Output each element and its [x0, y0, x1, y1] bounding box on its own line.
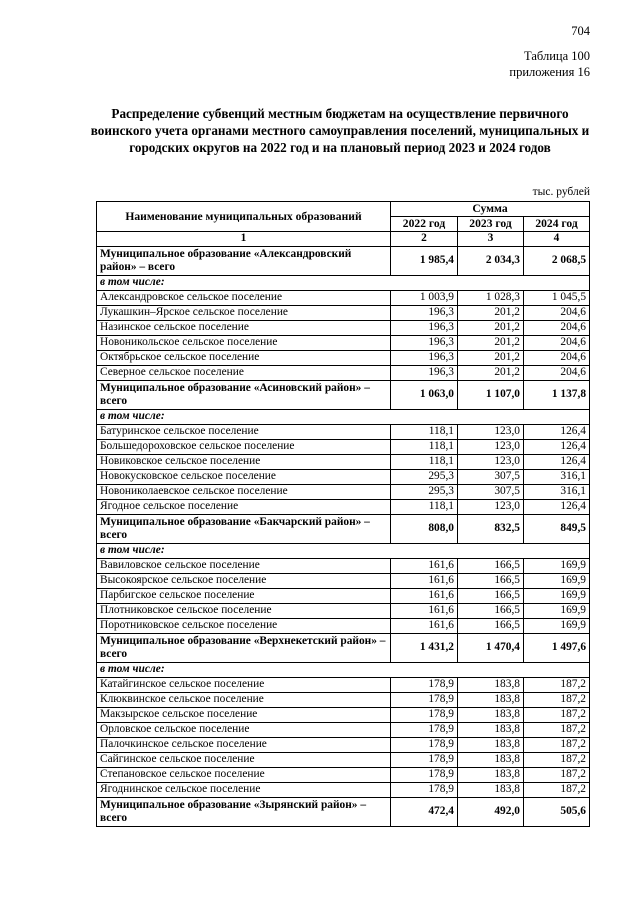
row-value-2024: 187,2: [524, 783, 590, 798]
row-value-2023: 166,5: [458, 574, 524, 589]
row-value-2024: 849,5: [524, 515, 590, 544]
page-number: 704: [571, 24, 590, 38]
row-name: Новониколаевское сельское поселение: [97, 485, 391, 500]
table-reference: [509, 48, 590, 80]
header-year-2022: 2022 год: [391, 217, 458, 232]
row-value-2023: 183,8: [458, 738, 524, 753]
row-value-2022: 196,3: [391, 366, 458, 381]
table-row-including: [97, 663, 590, 678]
table-row: [97, 753, 590, 768]
table-ref-line1: Таблица 100: [524, 49, 590, 63]
row-value-2022: 295,3: [391, 470, 458, 485]
row-value-2023: 123,0: [458, 500, 524, 515]
row-name: Муниципальное образование «Верхнекетский район» – всего: [97, 634, 391, 663]
row-name: Муниципальное образование «Александровский район» – всего: [97, 247, 391, 276]
table-row-including: [97, 276, 590, 291]
table-row: [97, 485, 590, 500]
table-row: [97, 783, 590, 798]
row-value-2023: 183,8: [458, 723, 524, 738]
row-value-2023: 166,5: [458, 604, 524, 619]
row-name: Муниципальное образование «Зырянский район» – всего: [97, 798, 391, 827]
row-value-2024: 1 045,5: [524, 291, 590, 306]
table-row: [97, 470, 590, 485]
row-name: Муниципальное образование «Асиновский район» – всего: [97, 381, 391, 410]
table-row: [97, 500, 590, 515]
row-value-2023: 183,8: [458, 783, 524, 798]
row-value-2022: 118,1: [391, 425, 458, 440]
row-value-2023: 201,2: [458, 336, 524, 351]
row-name: Макзырское сельское поселение: [97, 708, 391, 723]
row-value-2022: 472,4: [391, 798, 458, 827]
row-value-2023: 183,8: [458, 753, 524, 768]
row-value-2022: 196,3: [391, 306, 458, 321]
row-name: Лукашкин–Ярское сельское поселение: [97, 306, 391, 321]
table-body: [97, 247, 590, 827]
row-value-2023: 307,5: [458, 485, 524, 500]
row-value-2022: 161,6: [391, 619, 458, 634]
row-value-2023: 183,8: [458, 708, 524, 723]
row-name: Клюквинское сельское поселение: [97, 693, 391, 708]
row-name: Сайгинское сельское поселение: [97, 753, 391, 768]
row-value-2023: 123,0: [458, 440, 524, 455]
row-value-2023: 201,2: [458, 321, 524, 336]
row-value-2023: 832,5: [458, 515, 524, 544]
table-row: [97, 678, 590, 693]
row-value-2023: 307,5: [458, 470, 524, 485]
row-value-2024: 187,2: [524, 768, 590, 783]
table-row-total: [97, 798, 590, 827]
row-value-2024: 126,4: [524, 425, 590, 440]
row-value-2022: 161,6: [391, 589, 458, 604]
row-value-2024: 169,9: [524, 559, 590, 574]
row-value-2024: 204,6: [524, 336, 590, 351]
row-value-2024: 316,1: [524, 485, 590, 500]
row-value-2022: 118,1: [391, 455, 458, 470]
row-name: Парбигское сельское поселение: [97, 589, 391, 604]
row-value-2022: 161,6: [391, 559, 458, 574]
col-number-4: 4: [524, 232, 590, 247]
table-row-including: [97, 410, 590, 425]
document-title: Распределение субвенций местным бюджетам на осуществление первичного воинского учета органами местного самоуправления поселений, муниципальных и городских округов на 2022 год и на плановый период 2023 и 2024 годов: [90, 106, 590, 155]
row-value-2022: 178,9: [391, 723, 458, 738]
row-name: Катайгинское сельское поселение: [97, 678, 391, 693]
row-value-2024: 126,4: [524, 455, 590, 470]
table-row: [97, 589, 590, 604]
row-value-2023: 201,2: [458, 351, 524, 366]
row-value-2024: 204,6: [524, 321, 590, 336]
row-name: Вавиловское сельское поселение: [97, 559, 391, 574]
table-row: [97, 336, 590, 351]
row-value-2023: 183,8: [458, 693, 524, 708]
table-row: [97, 366, 590, 381]
row-value-2022: 178,9: [391, 783, 458, 798]
row-value-2024: 1 137,8: [524, 381, 590, 410]
row-name: Большедороховское сельское поселение: [97, 440, 391, 455]
table-row-total: [97, 381, 590, 410]
row-value-2023: 2 034,3: [458, 247, 524, 276]
row-value-2023: 492,0: [458, 798, 524, 827]
row-value-2024: 316,1: [524, 470, 590, 485]
header-year-2024: 2024 год: [524, 217, 590, 232]
row-name: Назинское сельское поселение: [97, 321, 391, 336]
row-value-2022: 178,9: [391, 753, 458, 768]
row-value-2022: 178,9: [391, 738, 458, 753]
header-year-2023: 2023 год: [458, 217, 524, 232]
row-value-2022: 118,1: [391, 500, 458, 515]
row-name: Орловское сельское поселение: [97, 723, 391, 738]
header-sum: Сумма: [391, 202, 590, 217]
table-row: [97, 440, 590, 455]
table-row: [97, 619, 590, 634]
row-value-2024: 169,9: [524, 619, 590, 634]
row-value-2023: 123,0: [458, 455, 524, 470]
table-row: [97, 723, 590, 738]
table-row: [97, 738, 590, 753]
row-value-2023: 201,2: [458, 306, 524, 321]
row-value-2022: 178,9: [391, 708, 458, 723]
header-name-column: Наименование муниципальных образований: [97, 202, 391, 232]
table-row: [97, 455, 590, 470]
row-name: в том числе:: [97, 276, 590, 291]
row-value-2023: 123,0: [458, 425, 524, 440]
row-value-2022: 178,9: [391, 678, 458, 693]
row-value-2022: 808,0: [391, 515, 458, 544]
row-name: Ягоднинское сельское поселение: [97, 783, 391, 798]
row-value-2024: 169,9: [524, 604, 590, 619]
table-row: [97, 351, 590, 366]
row-name: Новокусковское сельское поселение: [97, 470, 391, 485]
row-name: Северное сельское поселение: [97, 366, 391, 381]
row-value-2024: 204,6: [524, 366, 590, 381]
row-value-2022: 295,3: [391, 485, 458, 500]
row-name: Новоникольское сельское поселение: [97, 336, 391, 351]
row-value-2023: 166,5: [458, 559, 524, 574]
row-value-2023: 166,5: [458, 619, 524, 634]
row-value-2022: 161,6: [391, 604, 458, 619]
row-value-2024: 187,2: [524, 708, 590, 723]
table-row: [97, 559, 590, 574]
table-row-including: [97, 544, 590, 559]
row-value-2024: 187,2: [524, 723, 590, 738]
row-value-2022: 1 985,4: [391, 247, 458, 276]
row-value-2024: 187,2: [524, 738, 590, 753]
row-value-2022: 1 063,0: [391, 381, 458, 410]
row-value-2022: 196,3: [391, 321, 458, 336]
row-value-2022: 1 431,2: [391, 634, 458, 663]
row-name: в том числе:: [97, 544, 590, 559]
row-value-2023: 183,8: [458, 768, 524, 783]
row-name: Высокоярское сельское поселение: [97, 574, 391, 589]
row-value-2024: 1 497,6: [524, 634, 590, 663]
row-value-2023: 183,8: [458, 678, 524, 693]
row-name: Октябрьское сельское поселение: [97, 351, 391, 366]
row-value-2024: 187,2: [524, 678, 590, 693]
row-value-2024: 169,9: [524, 589, 590, 604]
row-value-2022: 178,9: [391, 768, 458, 783]
row-value-2024: 169,9: [524, 574, 590, 589]
row-name: Ягодное сельское поселение: [97, 500, 391, 515]
row-name: Александровское сельское поселение: [97, 291, 391, 306]
row-name: Новиковское сельское поселение: [97, 455, 391, 470]
row-value-2023: 201,2: [458, 366, 524, 381]
row-name: Муниципальное образование «Бакчарский район» – всего: [97, 515, 391, 544]
units-label: тыс. рублей: [532, 186, 590, 198]
table-row: [97, 708, 590, 723]
table-row-total: [97, 247, 590, 276]
table-row: [97, 574, 590, 589]
row-value-2022: 196,3: [391, 351, 458, 366]
table-row-total: [97, 515, 590, 544]
row-value-2022: 1 003,9: [391, 291, 458, 306]
row-value-2022: 118,1: [391, 440, 458, 455]
row-value-2022: 161,6: [391, 574, 458, 589]
row-value-2023: 1 028,3: [458, 291, 524, 306]
table-row: [97, 425, 590, 440]
subsidy-table: [96, 201, 590, 827]
row-value-2024: 126,4: [524, 440, 590, 455]
table-row: [97, 291, 590, 306]
table-row: [97, 768, 590, 783]
row-value-2022: 196,3: [391, 336, 458, 351]
row-value-2023: 166,5: [458, 589, 524, 604]
row-name: Палочкинское сельское поселение: [97, 738, 391, 753]
row-value-2024: 2 068,5: [524, 247, 590, 276]
table-row: [97, 693, 590, 708]
col-number-1: 1: [97, 232, 391, 247]
row-value-2024: 187,2: [524, 753, 590, 768]
row-value-2024: 126,4: [524, 500, 590, 515]
row-name: в том числе:: [97, 663, 590, 678]
row-value-2024: 187,2: [524, 693, 590, 708]
row-value-2024: 505,6: [524, 798, 590, 827]
row-name: Степановское сельское поселение: [97, 768, 391, 783]
table-row: [97, 604, 590, 619]
row-value-2022: 178,9: [391, 693, 458, 708]
col-number-3: 3: [458, 232, 524, 247]
row-value-2024: 204,6: [524, 351, 590, 366]
row-value-2024: 204,6: [524, 306, 590, 321]
row-name: Плотниковское сельское поселение: [97, 604, 391, 619]
row-name: Поротниковское сельское поселение: [97, 619, 391, 634]
row-name: в том числе:: [97, 410, 590, 425]
row-value-2023: 1 470,4: [458, 634, 524, 663]
col-number-2: 2: [391, 232, 458, 247]
table-ref-line2: приложения 16: [509, 65, 590, 79]
row-name: Батуринское сельское поселение: [97, 425, 391, 440]
table-row: [97, 321, 590, 336]
table-row-total: [97, 634, 590, 663]
table-row: [97, 306, 590, 321]
row-value-2023: 1 107,0: [458, 381, 524, 410]
